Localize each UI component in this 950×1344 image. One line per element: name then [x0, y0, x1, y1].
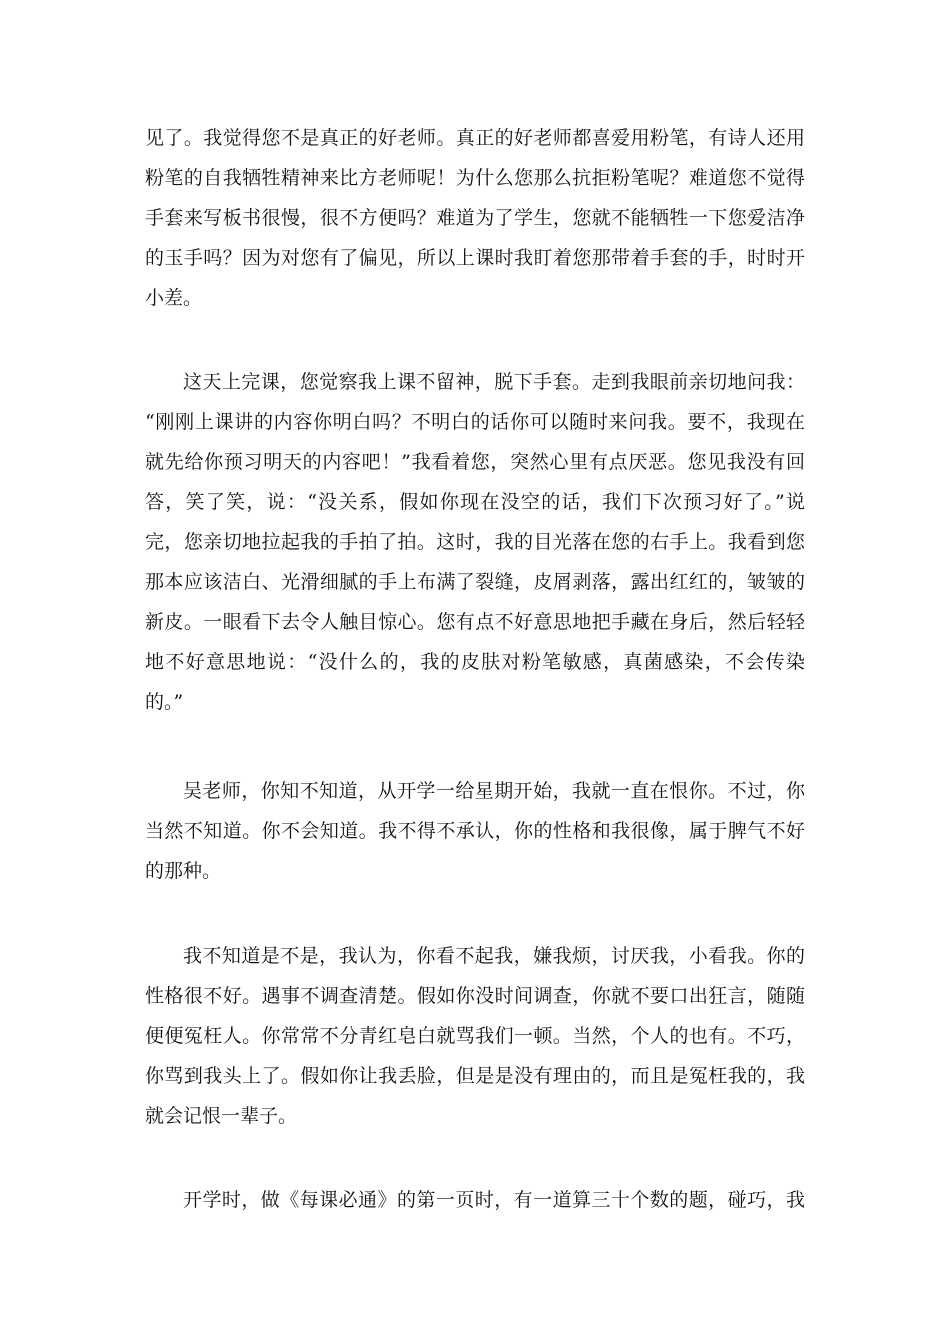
paragraph-1: [145, 118, 805, 318]
paragraph-line: 这天上完课，您觉察我上课不留神，脱下手套。走到我眼前亲切地问我：: [183, 371, 805, 393]
paragraph-line: 粉笔的自我牺牲精神来比方老师呢！为什么您那么抗拒粉笔呢？难道您不觉得: [145, 167, 805, 189]
paragraph-line: 就先给你预习明天的内容吧！”我看着您，突然心里有点厌恶。您见我没有回: [145, 451, 805, 473]
paragraph-line: 新皮。一眼看下去令人触目惊心。您有点不好意思地把手藏在身后，然后轻轻: [145, 611, 805, 633]
paragraph-line: 的。”: [145, 691, 184, 713]
paragraph-line: 那本应该洁白、光滑细腻的手上布满了裂缝，皮屑剥落，露出红红的，皱皱的: [145, 571, 805, 593]
paragraph-line: 便便冤枉人。你常常不分青红皂白就骂我们一顿。当然，个人的也有。不巧，: [145, 1025, 805, 1047]
paragraph-line: 吴老师，你知不知道，从开学一给星期开始，我就一直在恨你。不过，你: [183, 780, 805, 802]
paragraph-2: [145, 362, 805, 722]
paragraph-line: 你骂到我头上了。假如你让我丢脸，但是是没有理由的，而且是冤枉我的，我: [145, 1065, 805, 1087]
paragraph-line: 见了。我觉得您不是真正的好老师。真正的好老师都喜爱用粉笔，有诗人还用: [145, 127, 805, 149]
paragraph-line: 就会记恨一辈子。: [145, 1105, 298, 1127]
paragraph-5: [145, 1180, 805, 1220]
paragraph-line: 答，笑了笑，说：“没关系，假如你现在没空的话，我们下次预习好了。”说: [145, 491, 805, 513]
paragraph-line: 手套来写板书很慢，很不方便吗？难道为了学生，您就不能牺牲一下您爱洁净: [145, 207, 805, 229]
paragraph-line: 开学时，做《每课必通》的第一页时，有一道算三十个数的题，碰巧，我: [183, 1189, 805, 1211]
paragraph-line: 小差。: [145, 287, 203, 309]
paragraph-line: 性格很不好。遇事不调查清楚。假如你没时间调查，你就不要口出狂言，随随: [145, 985, 805, 1007]
paragraph-line: 当然不知道。你不会知道。我不得不承认，你的性格和我很像，属于脾气不好: [145, 820, 805, 842]
paragraph-line: 完，您亲切地拉起我的手拍了拍。这时，我的目光落在您的右手上。我看到您: [145, 531, 805, 553]
paragraph-line: 的那种。: [145, 860, 222, 882]
paragraph-4: [145, 936, 805, 1136]
paragraph-line: “刚刚上课讲的内容你明白吗？不明白的话你可以随时来问我。要不，我现在: [145, 411, 805, 433]
paragraph-line: 我不知道是不是，我认为，你看不起我，嫌我烦，讨厌我，小看我。你的: [183, 945, 805, 967]
paragraph-line: 的玉手吗？因为对您有了偏见，所以上课时我盯着您那带着手套的手，时时开: [145, 247, 805, 269]
paragraph-3: [145, 771, 805, 891]
paragraph-line: 地不好意思地说：“没什么的，我的皮肤对粉笔敏感，真菌感染，不会传染: [145, 651, 805, 673]
